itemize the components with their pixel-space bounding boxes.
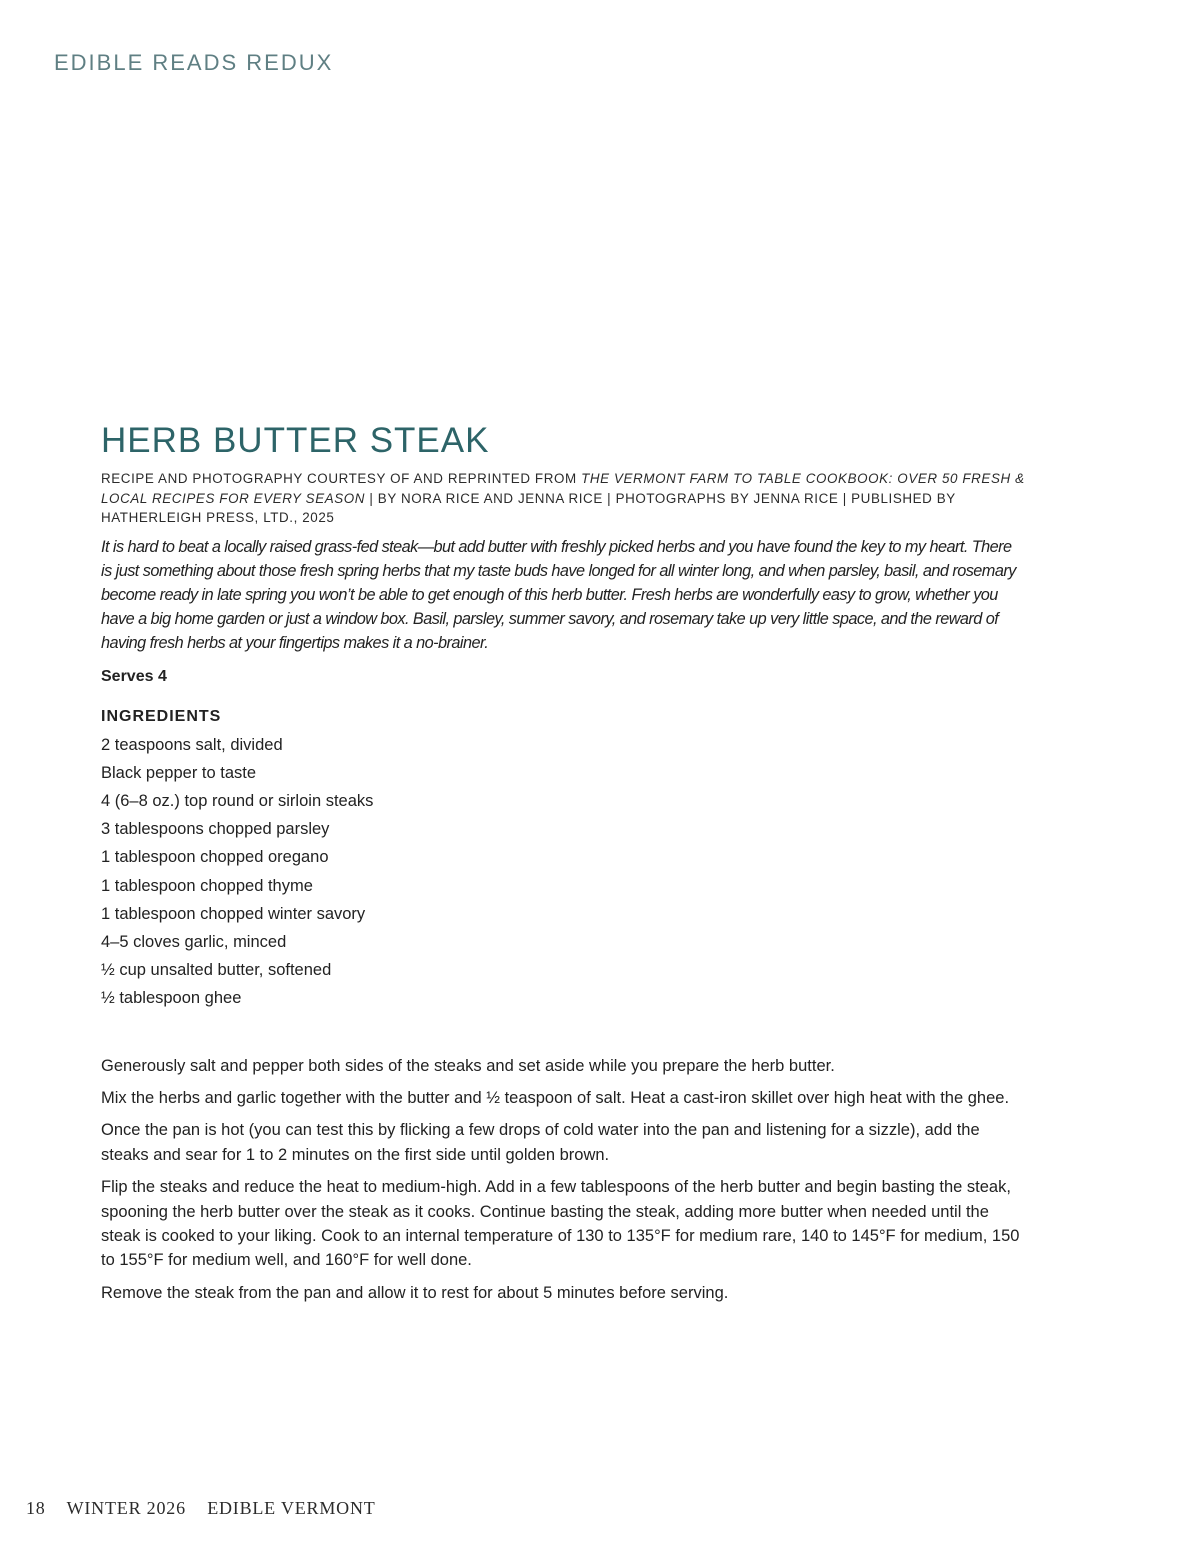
recipe-intro: It is hard to beat a locally raised grass-fed steak—but add butter with freshly picked herbs and you have found the key to my heart. There is just something about those fresh spring herbs that my taste buds have longed for all winter long, and when parsley, basil, and rosemary become ready in late spring you won’t be able to get enough of this herb butter. Fresh herbs are wonderfully easy to grow, whether you have a big home garden or just a window box. Basil, parsley, summer savory, and rosemary take up very little space, and the reward of having fresh herbs at your fingertips makes it a no-brainer.	[101, 537, 1016, 652]
ingredient-item: 4–5 cloves garlic, minced	[101, 932, 287, 951]
ingredient-item: ½ cup unsalted butter, softened	[101, 961, 332, 980]
ingredient-item: 2 teaspoons salt, divided	[101, 735, 283, 754]
issue-label: WINTER 2026	[66, 1498, 186, 1518]
recipe-title: HERB BUTTER STEAK	[101, 421, 490, 460]
credit-prefix: RECIPE AND PHOTOGRAPHY COURTESY OF AND REPRINTED FROM	[101, 471, 582, 486]
ingredient-item: ½ tablespoon ghee	[101, 989, 242, 1008]
ingredient-item: 1 tablespoon chopped oregano	[101, 848, 329, 867]
credit-book-title: THE VERMONT FARM TO TABLE COOKBOOK: OVER 50 FRESH & LOCAL RECIPES FOR EVERY SEASON	[101, 471, 1025, 506]
ingredients-heading: INGREDIENTS	[101, 707, 222, 725]
ingredients-list	[101, 731, 1026, 1013]
ingredient-item: Black pepper to taste	[101, 763, 257, 782]
ingredient-item: 3 tablespoons chopped parsley	[101, 820, 330, 839]
instruction-step: Once the pan is hot (you can test this by flicking a few drops of cold water into the pan and listening for a sizzle), add the steaks and sear for 1 to 2 minutes on the first side until golden brown.	[101, 1121, 980, 1164]
section-label: EDIBLE READS REDUX	[54, 50, 334, 75]
instruction-step: Remove the steak from the pan and allow it to rest for about 5 minutes before serving.	[101, 1283, 729, 1302]
credit-suffix: | BY NORA RICE AND JENNA RICE | PHOTOGRAPHS BY JENNA RICE | PUBLISHED BY HATHERLEIGH PRESS, LTD., 2025	[101, 490, 956, 525]
instruction-step: Mix the herbs and garlic together with the butter and ½ teaspoon of salt. Heat a cast-iron skillet over high heat with the ghee.	[101, 1088, 1010, 1107]
instructions	[101, 1054, 1026, 1306]
page-footer	[26, 1498, 392, 1519]
serves-label: Serves 4	[101, 667, 167, 685]
page-number: 18	[26, 1498, 46, 1518]
ingredient-item: 1 tablespoon chopped winter savory	[101, 904, 366, 923]
instruction-step: Flip the steaks and reduce the heat to medium-high. Add in a few tablespoons of the herb butter and begin basting the steak, spooning the herb butter over the steak as it cooks. Continue basting the steak, adding more butter when needed until the steak is cooked to your liking. Cook to an internal temperature of 130 to 135°F for medium rare, 140 to 145°F for medium, 150 to 155°F for medium well, and 160°F for well done.	[101, 1178, 1020, 1270]
publication-name: EDIBLE VERMONT	[207, 1498, 376, 1518]
recipe-article	[101, 420, 1026, 1313]
recipe-credit	[101, 469, 1026, 528]
ingredient-item: 4 (6–8 oz.) top round or sirloin steaks	[101, 791, 374, 810]
instruction-step: Generously salt and pepper both sides of the steaks and set aside while you prepare the herb butter.	[101, 1056, 835, 1075]
ingredient-item: 1 tablespoon chopped thyme	[101, 876, 313, 895]
